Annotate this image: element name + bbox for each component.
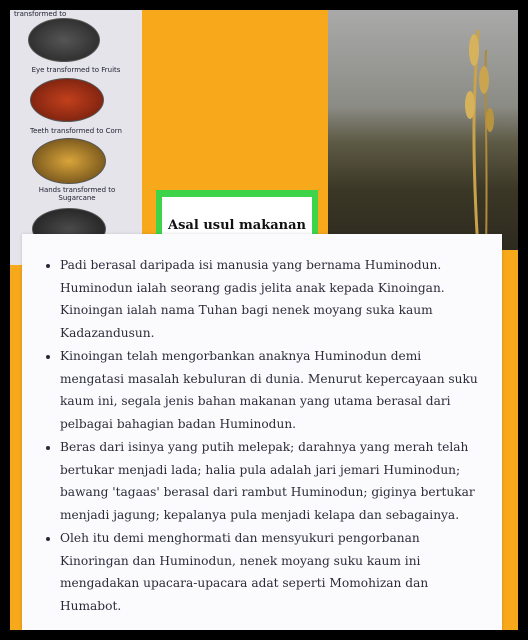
photo-frame (10, 10, 518, 630)
list-item: • Beras dari isinya yang putih melepak; darahnya yang merah telah bertukar menjadi lada; halia pula adalah jari jemari Huminodun; bawang 'tagaas' berasal dari rambut Huminodun; giginya bertukar menjadi jagung; kepalanya pula menjadi kelapa dan sebagainya. (60, 436, 488, 526)
poster-top-caption: transformed to (14, 10, 67, 18)
paragraph-list (22, 234, 502, 617)
text-sheet (22, 234, 502, 630)
poster-image-eyes (28, 18, 100, 62)
poster-image-corn (32, 138, 106, 184)
list-item: • Kinoingan telah mengorbankan anaknya Huminodun demi mengatasi masalah kebuluran di dunia. Menurut kepercayaan suku kaum ini, segala jenis bahan makanan yang utama berasal dari pelbagai bahagian badan Huminodun. (60, 345, 488, 435)
poster-caption-sugarcane: Hands transformed to Sugarcane (38, 186, 116, 202)
list-item: • Padi berasal daripada isi manusia yang bernama Huminodun. Huminodun ialah seorang gadis jelita anak kepada Kinoingan. Kinoingan ialah nama Tuhan bagi nenek moyang suka kaum Kadazandusun. (60, 254, 488, 344)
rice-stalk-illustration (328, 10, 518, 250)
rice-field-photo (328, 10, 518, 250)
poster-caption-fruits: Eye transformed to Fruits (31, 66, 121, 74)
list-item: • Oleh itu demi menghormati dan mensyukuri pengorbanan Kinoringan dan Huminodun, nenek moyang suku kaum ini mengadakan upacara-upacara adat seperti Momohizan dan Humabot. (60, 527, 488, 617)
food-origin-poster (10, 10, 142, 265)
page-title: Asal usul makanan (162, 197, 312, 253)
poster-caption-corn: Teeth transformed to Corn (29, 127, 122, 135)
poster-image-fruits (30, 78, 104, 122)
